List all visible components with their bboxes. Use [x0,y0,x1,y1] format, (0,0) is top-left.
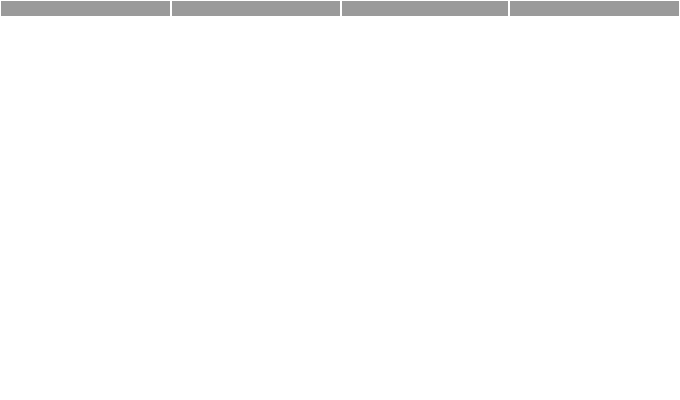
header-gen2 [171,0,341,17]
header-parents [0,0,171,17]
header-gen4 [509,0,680,17]
header-gen3 [341,0,509,17]
